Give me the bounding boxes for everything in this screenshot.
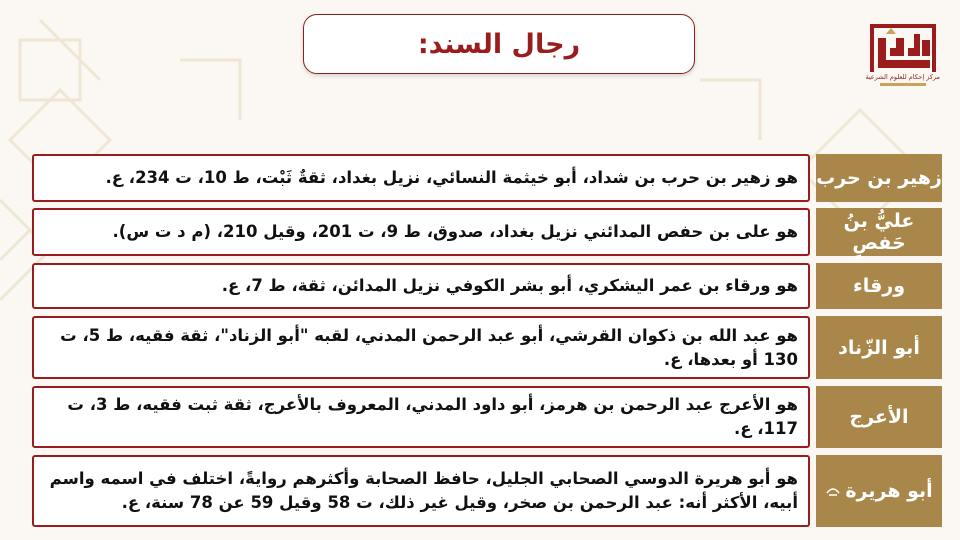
narrator-name-cell (816, 455, 942, 527)
narrator-row (32, 154, 942, 202)
narrator-name: الأعرج (816, 386, 942, 448)
narrator-name: ورقاء (816, 263, 942, 309)
logo-subtitle: مركز إحكام للعلوم الشرعية (865, 73, 940, 81)
narrator-name: زهير بن حرب (816, 154, 942, 202)
title-box (303, 14, 695, 74)
narrator-description: هو على بن حفص المدائني نزيل بغداد، صدوق، ط 9، ت 201، وقيل 210، (م د ت س). (32, 208, 810, 256)
narrator-description: هو ورقاء بن عمر اليشكري، أبو بشر الكوفي نزيل المدائن، ثقة، ط 7، ع. (32, 263, 810, 309)
narrator-row (32, 316, 942, 379)
narrator-row (32, 455, 942, 527)
narrator-description: هو أبو هريرة الدوسي الصحابي الجليل، حافظ الصحابة وأكثرهم روايةً، اختلف في اسمه واسم أبيه، الأكثر أنه: عبد الرحمن بن صخر، وقيل غير ذلك، ت 58 وقيل 59 عن 78 سنة، ع. (32, 455, 810, 527)
narrator-name: عليُّ بنُ حَفصٍ (816, 208, 942, 256)
narrator-row (32, 263, 942, 309)
narrator-description: هو الأعرج عبد الرحمن بن هرمز، أبو داود المدني، المعروف بالأعرج، ثقة ثبت فقيه، ط 3، ت 117، ع. (32, 386, 810, 448)
narrator-description: هو زهير بن حرب بن شداد، أبو خيثمة النسائي، نزيل بغداد، ثقةٌ ثَبْت، ط 10، ت 234، ع. (32, 154, 810, 202)
honorific-icon (825, 485, 841, 497)
narrator-row (32, 208, 942, 256)
narrator-row (32, 386, 942, 448)
page-title: رجال السند: (417, 28, 581, 60)
narrator-description: هو عبد الله بن ذكوان القرشي، أبو عبد الرحمن المدني، لقبه "أبو الزناد"، ثقة فقيه، ط 5، ت 130 أو بعدها، ع. (32, 316, 810, 379)
narrator-name: أبو هريرة (845, 480, 933, 502)
logo-underline (880, 83, 926, 86)
narrator-name: أبو الزّناد (816, 316, 942, 379)
